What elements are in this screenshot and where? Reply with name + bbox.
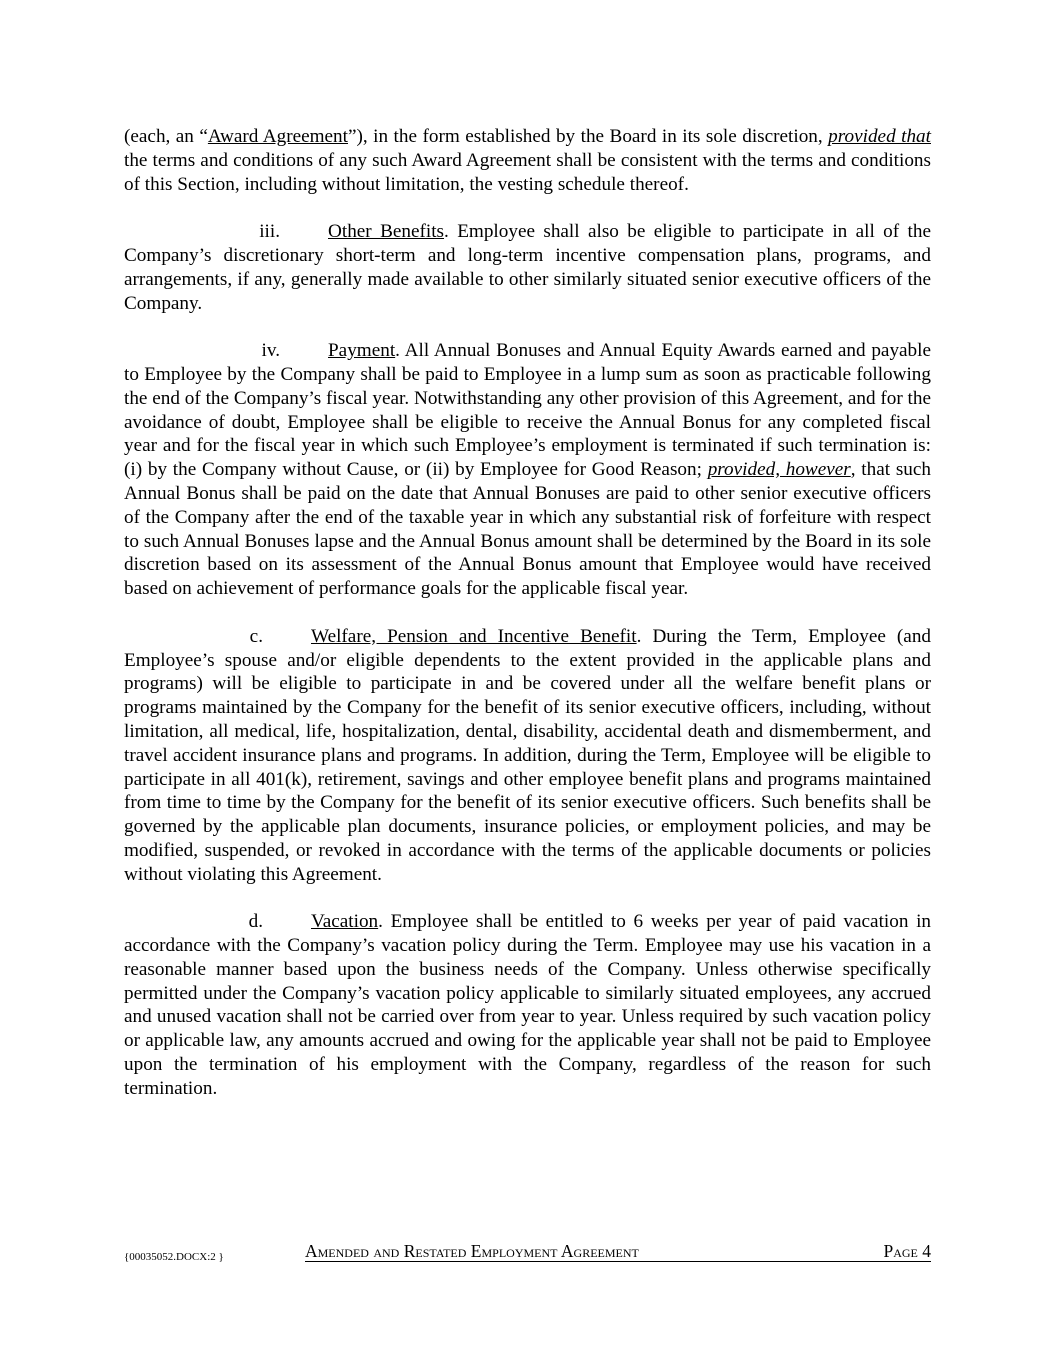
provided-however-term: provided, however <box>707 459 851 481</box>
paragraph-vacation <box>124 910 931 1100</box>
section-number-iii: iii. <box>259 221 280 243</box>
welfare-text: . During the Term, Employee (and Employee’s spouse and/or eligible dependents to the extent provided in the applicable plans and programs) will be eligible to participate in and be covered under all the welfare benefit plans or programs maintained by the Company for the benefit of its senior executive officers, including, without limitation, all medical, life, hospitalization, dental, disability, accidental death and dismemberment, and travel accident insurance plans and programs. In addition, during the Term, Employee will be eligible to participate in all 401(k), retirement, savings and other employee benefit plans and programs maintained from time to time by the Company for the benefit of its senior executive officers. Such benefits shall be governed by the applicable plan documents, insurance policies, or employment policies, and may be modified, suspended, or revoked in accordance with the terms of the applicable documents or policies without violating this Agreement. <box>124 625 932 885</box>
page-footer <box>124 1240 931 1264</box>
section-number-d: d. <box>248 911 263 933</box>
document-body <box>124 125 931 1124</box>
footer-doc-id: {00035052.DOCX:2 } <box>124 1251 224 1263</box>
payment-text-2: , that such Annual Bonus shall be paid on the date that Annual Bonuses are paid to other senior executive officers of the Company after the end of the taxable year in which any substantial risk of forfeiture with respect to such Annual Bonuses lapse and the Annual Bonus amount shall be determined by the Board in its sole discretion based on its assessment of the Annual Bonus amount that Employee would have received based on achievement of performance goals for the applicable fiscal year. <box>124 459 931 600</box>
paragraph-other-benefits <box>124 220 931 315</box>
section-heading-welfare: Welfare, Pension and Incentive Benefit <box>311 625 637 647</box>
section-heading-payment: Payment <box>328 340 396 362</box>
section-heading-other-benefits: Other Benefits <box>328 221 445 243</box>
section-number-iv: iv. <box>261 340 280 362</box>
award-text-3: the terms and conditions of any such Award Agreement shall be consistent with the terms and conditions of this Section, including without limitation, the vesting schedule thereof. <box>124 149 931 195</box>
award-text-1: (each, an “ <box>124 126 208 147</box>
paragraph-award-agreement <box>124 125 931 196</box>
section-heading-vacation: Vacation <box>311 911 379 933</box>
section-number-c: c. <box>249 625 263 647</box>
footer-page-number: Page 4 <box>883 1241 931 1261</box>
paragraph-payment <box>124 339 931 601</box>
vacation-text: . Employee shall be entitled to 6 weeks per year of paid vacation in accordance with the Company’s vacation policy during the Term. Employee may use his vacation in a reasonable manner based upon the business needs of the Company. Unless otherwise specifically permitted under the Company’s vacation policy applicable to similarly situated employees, any accrued and unused vacation shall not be carried over from year to year. Unless required by such vacation policy or applicable law, any amounts accrued and owing for the applicable year shall not be paid to Employee upon the termination of his employment with the Company, regardless of the reason for such termination. <box>124 911 931 1099</box>
payment-text-1: . All Annual Bonuses and Annual Equity Awards earned and payable to Employee by the Company shall be paid to Employee in a lump sum as soon as practicable following the end of the Company’s fiscal year. Notwithstanding any other provision of this Agreement, and for the avoidance of doubt, Employee shall be eligible to receive the Annual Bonus for any completed fiscal year and for the fiscal year in which such Employee’s employment is terminated if such termination is: (i) by the Company without Cause, or (ii) by Employee for Good Reason; <box>124 340 931 481</box>
footer-title: Amended and Restated Employment Agreement <box>305 1241 639 1261</box>
other-benefits-text: . Employee shall also be eligible to participate in all of the Company’s discretionary short-term and long-term incentive compensation plans, programs, and arrangements, if any, generally made available to other similarly situated senior executive officers of the Company. <box>124 221 931 314</box>
provided-that-term: provided that <box>828 126 931 147</box>
award-agreement-term: Award Agreement <box>207 126 348 147</box>
award-text-2: ”), in the form established by the Board in its sole discretion, <box>348 126 829 147</box>
paragraph-welfare <box>124 625 931 887</box>
